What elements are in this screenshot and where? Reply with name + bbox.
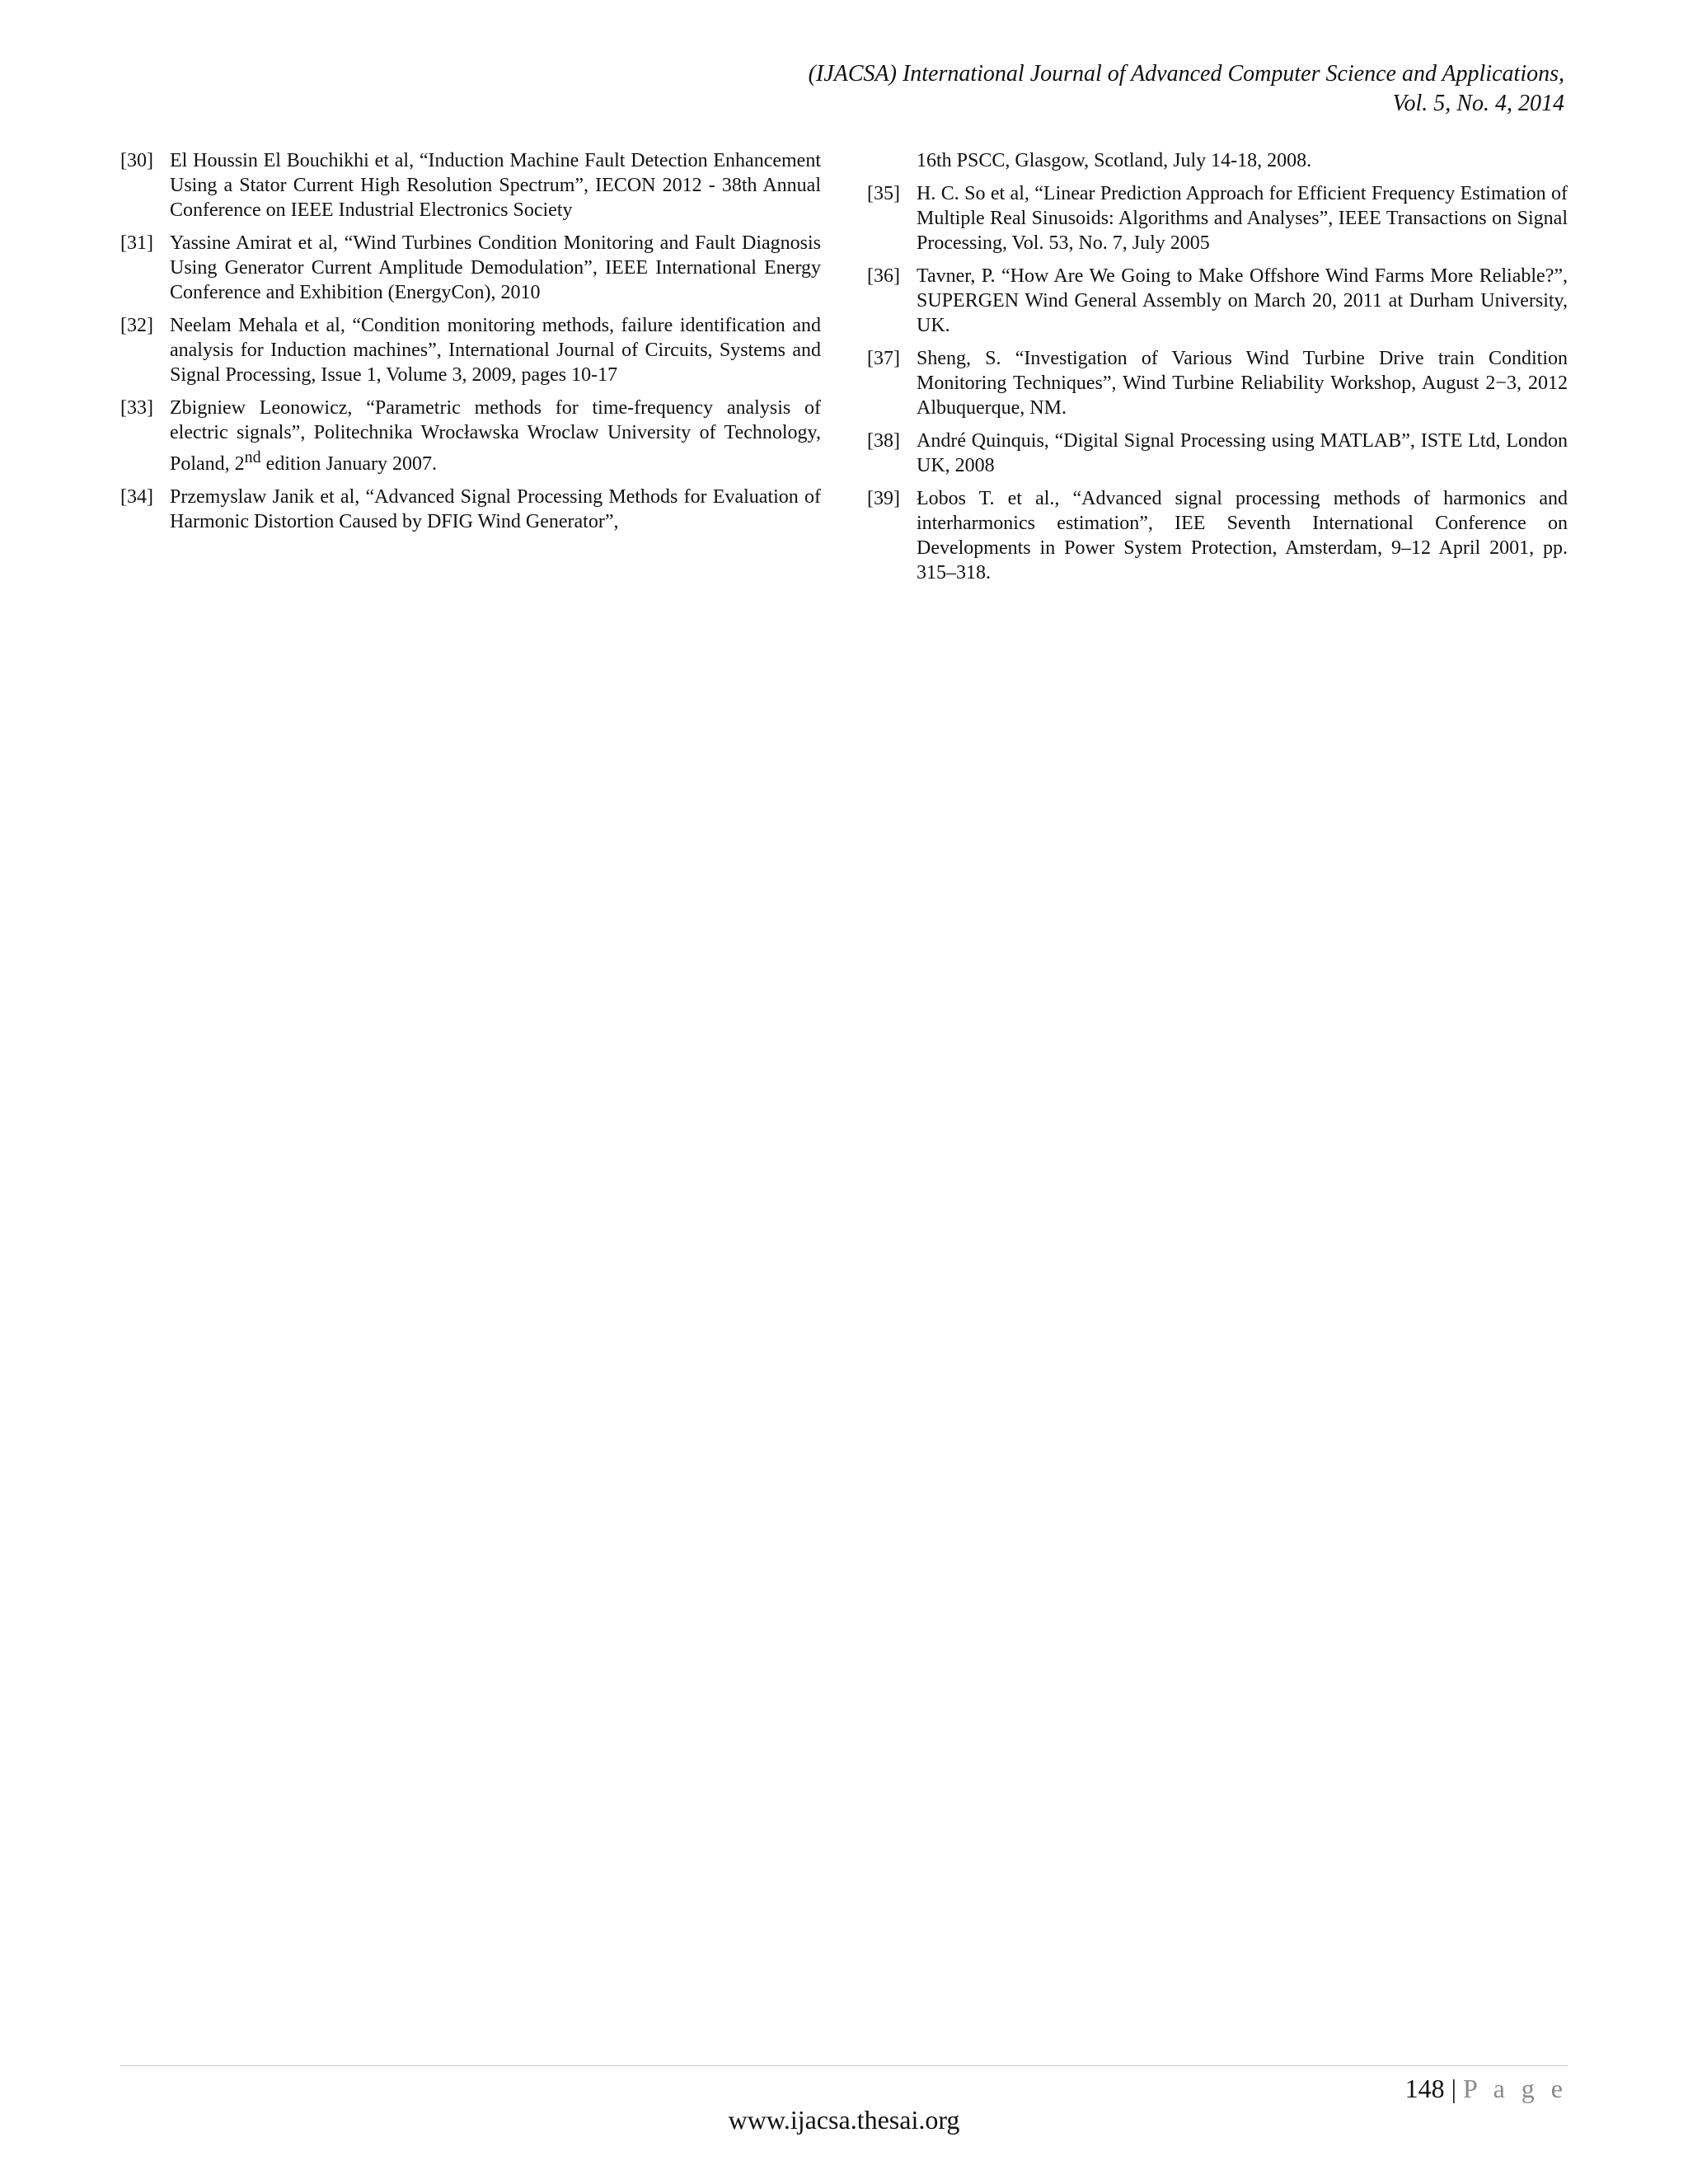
reference-number: [37] (867, 348, 900, 369)
reference-text: H. C. So et al, “Linear Prediction Approach for Efficient Frequency Estimation of Multiple Real Sinusoids: Algorithms and Analyses”, IEEE Transactions on Signal Processing, Vol. 53, No. 7, July 2005 (917, 183, 1568, 254)
reference-text: El Houssin El Bouchikhi et al, “Induction Machine Fault Detection Enhancement Using a Stator Current High Resolution Spectrum”, IECON 2012 - 38th Annual Conference on IEEE Industrial Electronics Society (170, 150, 821, 221)
reference-text-end: edition January 2007. (260, 453, 437, 475)
reference-number: [39] (867, 488, 900, 509)
reference-39 (867, 486, 1568, 585)
reference-37 (867, 346, 1568, 420)
reference-35 (867, 181, 1568, 255)
reference-number: [33] (120, 397, 153, 419)
reference-31 (120, 231, 821, 305)
reference-36 (867, 264, 1568, 338)
reference-number: [31] (120, 232, 153, 254)
reference-text: Łobos T. et al., “Advanced signal processing methods of harmonics and interharmonics estimation”, IEE Seventh International Conference on Developments in Power System Protection, Amsterdam, 9–12 April 2001, pp. 315–318. (917, 488, 1568, 583)
reference-text: Sheng, S. “Investigation of Various Wind Turbine Drive train Condition Monitoring Techniques”, Wind Turbine Reliability Workshop, August 2−3, 2012 Albuquerque, NM. (917, 348, 1568, 419)
reference-33 (120, 396, 821, 476)
reference-number: [34] (120, 486, 153, 508)
reference-number: [32] (120, 315, 153, 336)
reference-text: André Quinquis, “Digital Signal Processing using MATLAB”, ISTE Ltd, London UK, 2008 (917, 430, 1568, 476)
reference-34 (120, 485, 821, 534)
reference-38 (867, 429, 1568, 478)
journal-volume: Vol. 5, No. 4, 2014 (1392, 91, 1564, 116)
journal-title: (IJACSA) International Journal of Advanced Computer Science and Applications, (808, 61, 1564, 87)
page-number (1405, 2072, 1568, 2105)
footer-divider (120, 2065, 1568, 2066)
reference-text: Zbigniew Leonowicz, “Parametric methods for time-frequency analysis of electric signals”, Politechnika Wrocławska Wroclaw University of Technology, Poland, 2 (170, 397, 821, 475)
reference-text: Tavner, P. “How Are We Going to Make Offshore Wind Farms More Reliable?”, SUPERGEN Wind General Assembly on March 20, 2011 at Durham University, UK. (917, 265, 1568, 336)
reference-number: [35] (867, 183, 900, 204)
reference-number: [36] (867, 265, 900, 287)
journal-header (493, 59, 1564, 119)
reference-number: [38] (867, 430, 900, 452)
journal-website: www.ijacsa.thesai.org (728, 2105, 960, 2135)
reference-34-continuation: 16th PSCC, Glasgow, Scotland, July 14-18, 2008. (917, 150, 1312, 171)
ordinal-superscript: nd (244, 448, 261, 466)
reference-32 (120, 313, 821, 387)
page-number-separator: | (1451, 2074, 1456, 2103)
references-right-column (867, 148, 1568, 593)
reference-text: Przemyslaw Janik et al, “Advanced Signal Processing Methods for Evaluation of Harmonic Distortion Caused by DFIG Wind Generator”, (170, 486, 821, 532)
reference-number: [30] (120, 150, 153, 171)
reference-text: Neelam Mehala et al, “Condition monitoring methods, failure identification and analysis for Induction machines”, International Journal of Circuits, Systems and Signal Processing, Issue 1, Volume 3, 2009, pages 10-17 (170, 315, 821, 386)
reference-30 (120, 148, 821, 223)
page-number-value: 148 (1404, 2074, 1445, 2103)
page-word: P a g e (1462, 2074, 1568, 2103)
reference-text: Yassine Amirat et al, “Wind Turbines Condition Monitoring and Fault Diagnosis Using Generator Current Amplitude Demodulation”, IEEE International Energy Conference and Exhibition (EnergyCon), 2010 (170, 232, 821, 303)
references-left-column (120, 148, 821, 542)
